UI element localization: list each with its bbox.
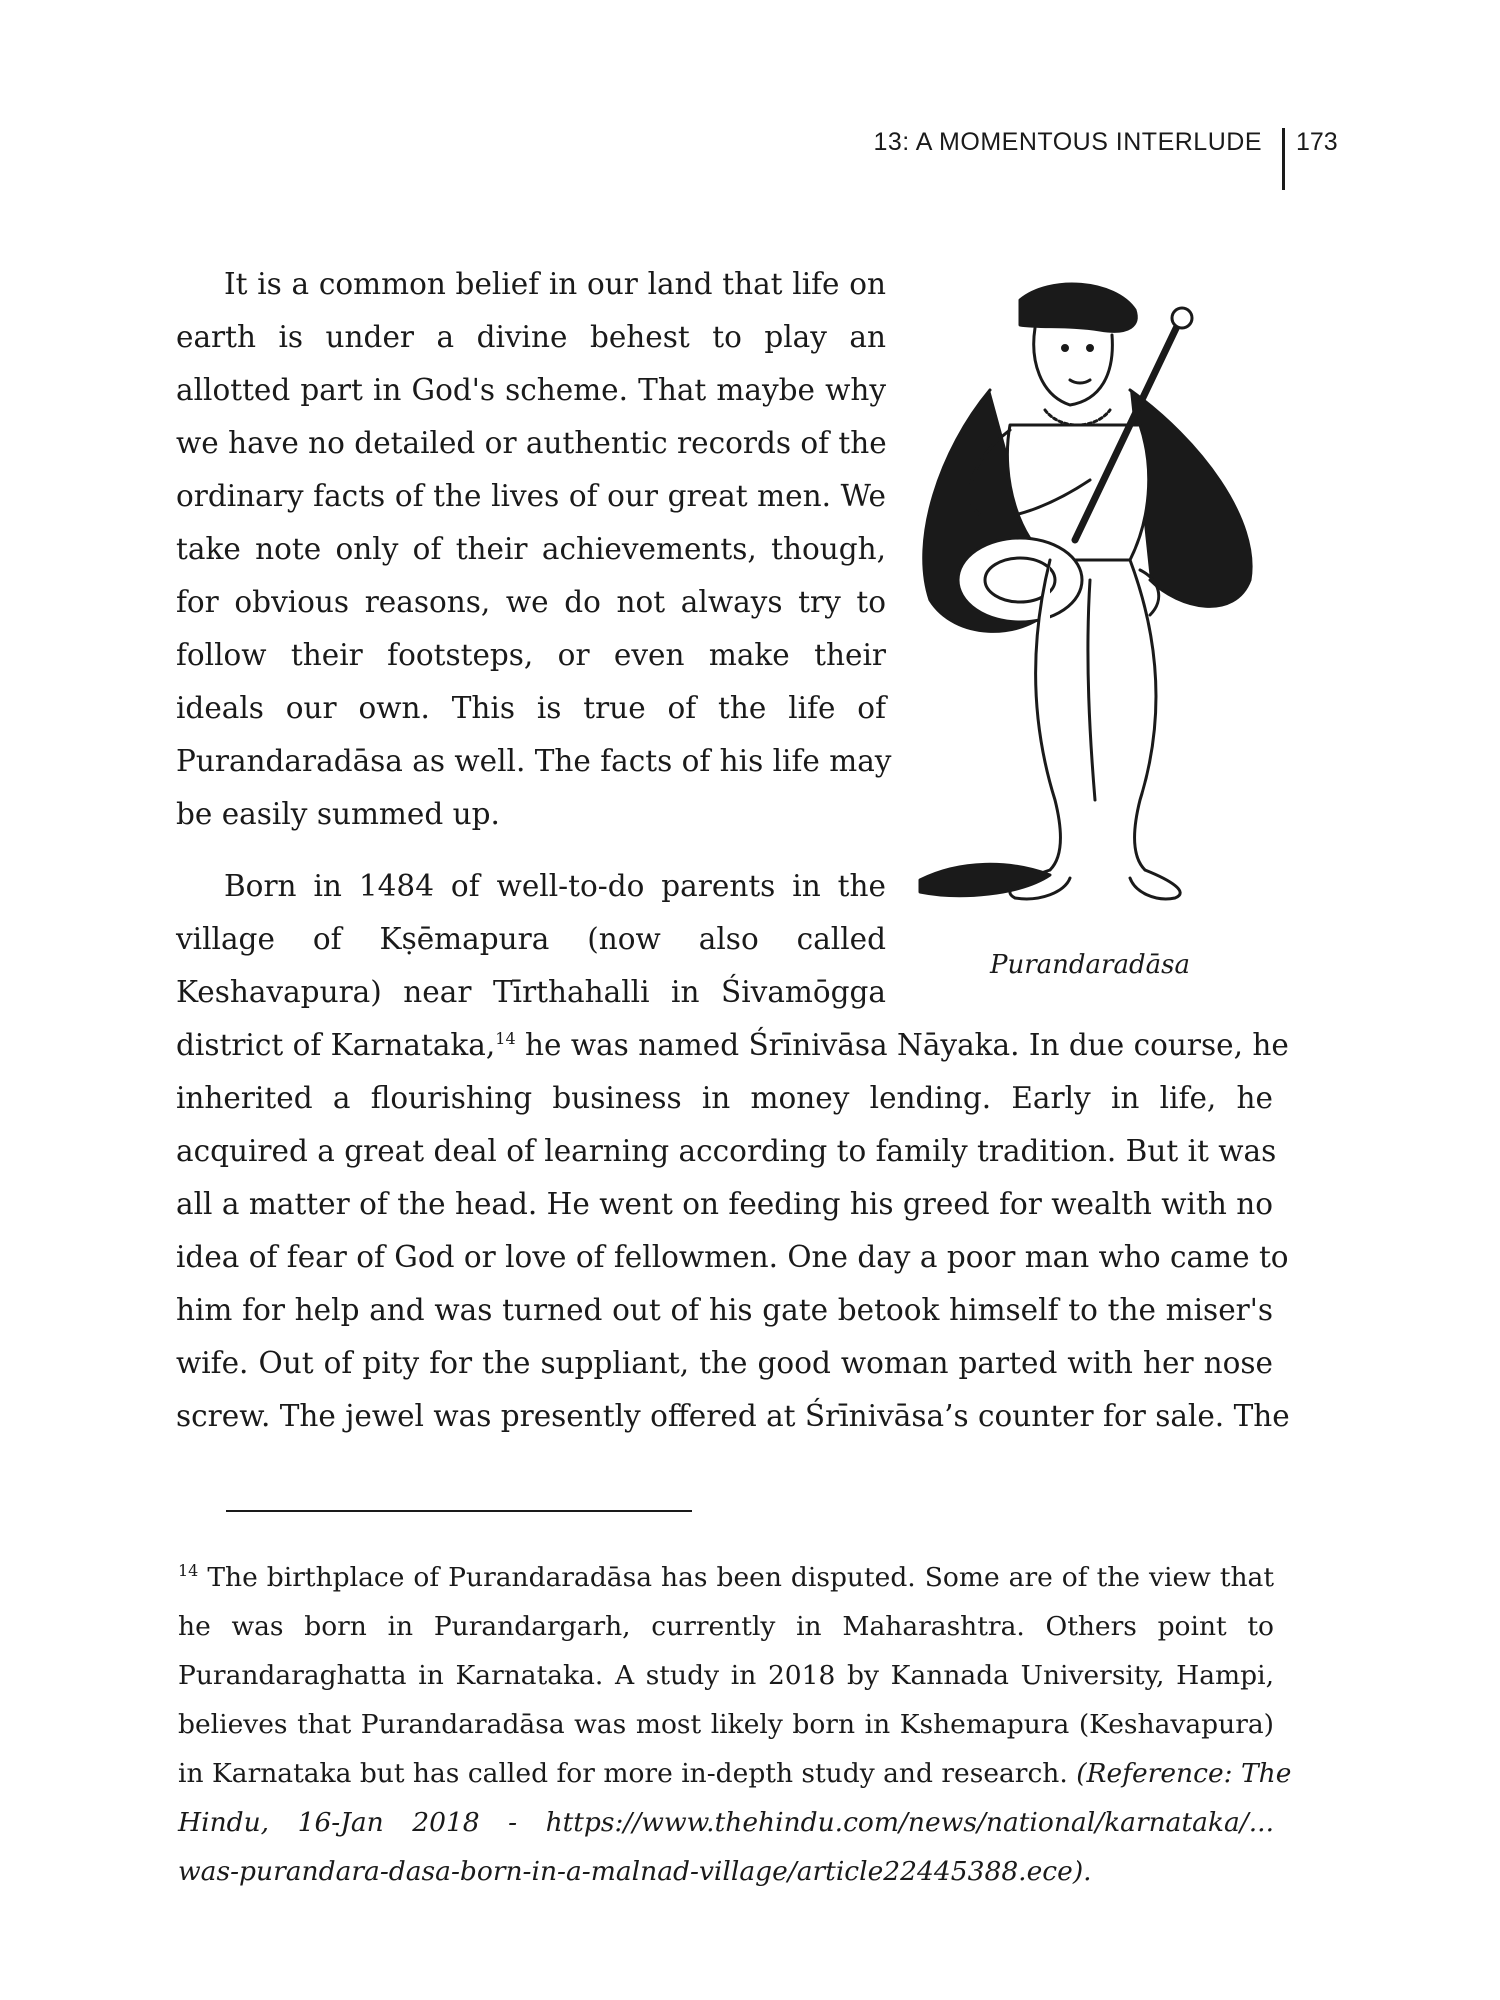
text-line: earth is under a divine behest to play an	[176, 320, 886, 354]
text-line: Keshavapura) near Tīrthahalli in Śivamōgga	[176, 975, 886, 1009]
footnote-line: he was born in Purandargarh, currently in Maharashtra. Others point to	[178, 1611, 1274, 1642]
text-line: village of Kṣēmapura (now also called	[176, 922, 886, 956]
text-line: inherited a flourishing business in money lending. Early in life, he	[176, 1081, 1273, 1115]
footnote-line: Purandaraghatta in Karnataka. A study in 2018 by Kannada University, Hampi,	[178, 1660, 1274, 1691]
text-line	[176, 1019, 1289, 1072]
text-line: screw. The jewel was presently offered at Śrīnivāsa’s counter for sale. The	[176, 1399, 1290, 1433]
text-line: ordinary facts of the lives of our great men. We	[176, 479, 886, 513]
text-line: idea of fear of God or love of fellowmen. One day a poor man who came to	[176, 1240, 1289, 1274]
reference-link[interactable]: Hindu, 16-Jan 2018 - https://www.thehindu.com/news/national/karnataka/...	[178, 1807, 1274, 1838]
footnote-line: believes that Purandaradāsa was most likely born in Kshemapura (Keshavapura)	[178, 1709, 1274, 1740]
header-divider	[1282, 128, 1285, 190]
text-segment: The birthplace of Purandaradāsa has been disputed. Some are of the view that	[198, 1562, 1274, 1593]
text-line: allotted part in God's scheme. That maybe why	[176, 373, 886, 407]
chapter-title: 13: A MOMENTOUS INTERLUDE	[873, 128, 1262, 156]
text-line: be easily summed up.	[176, 797, 500, 831]
footnote-line	[178, 1749, 1292, 1798]
text-line: him for help and was turned out of his gate betook himself to the miser's	[176, 1293, 1273, 1327]
text-line: ideals our own. This is true of the life of	[176, 691, 886, 725]
paragraph-2	[176, 860, 886, 1019]
footnote-reference[interactable]: 14	[495, 1029, 516, 1049]
text-segment: he was named Śrīnivāsa Nāyaka. In due course, he	[515, 1028, 1289, 1062]
text-line: acquired a great deal of learning according to family tradition. But it was	[176, 1134, 1277, 1168]
paragraph-1	[176, 258, 892, 841]
text-line: follow their footsteps, or even make their	[176, 638, 886, 672]
text-segment: district of Karnataka,	[176, 1028, 496, 1062]
text-line: take note only of their achievements, though,	[176, 532, 886, 566]
text-segment: in Karnataka but has called for more in-depth study and research.	[178, 1758, 1077, 1789]
text-line: for obvious reasons, we do not always try to	[176, 585, 886, 619]
text-line: all a matter of the head. He went on feeding his greed for wealth with no	[176, 1187, 1273, 1221]
footnote-line	[178, 1553, 1274, 1602]
footnote-divider	[226, 1510, 692, 1512]
text-line: Purandaradāsa as well. The facts of his life may	[176, 744, 892, 778]
reference-text: (Reference: The	[1076, 1758, 1292, 1789]
text-line: wife. Out of pity for the suppliant, the good woman parted with her nose	[176, 1346, 1273, 1380]
purandaradasa-illustration	[900, 280, 1280, 930]
running-header	[740, 128, 1346, 188]
footnote	[178, 1553, 1292, 1896]
text-line: It is a common belief in our land that life on	[224, 267, 886, 301]
text-line: we have no detailed or authentic records of the	[176, 426, 887, 460]
paragraph-3	[176, 1019, 1290, 1443]
reference-link[interactable]: was-purandara-dasa-born-in-a-malnad-village/article22445388.ece).	[178, 1856, 1092, 1887]
illustration-drawing	[900, 280, 1280, 930]
footnote-marker: 14	[178, 1561, 199, 1581]
figure-caption: Purandaradāsa	[990, 950, 1190, 980]
page-number: 173	[1296, 128, 1338, 156]
text-line: Born in 1484 of well-to-do parents in the	[224, 869, 886, 903]
